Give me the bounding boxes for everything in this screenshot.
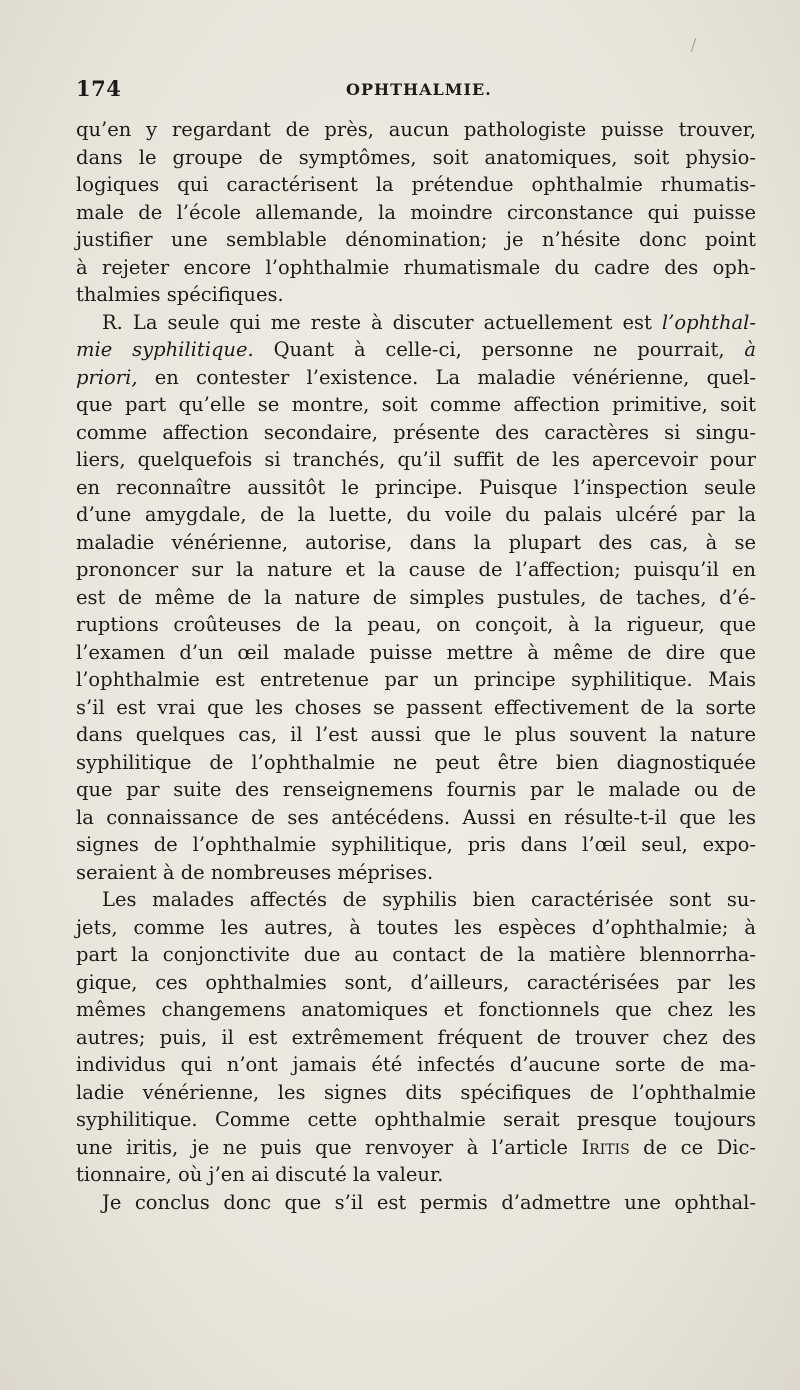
text-line — [76, 309, 756, 337]
text-line: mêmes changemens anatomiques et fonctionnels que chez les — [76, 998, 756, 1021]
text-segment: une iritis, je ne puis que renvoyer à l’article — [76, 1135, 582, 1159]
text-line: logiques qui caractérisent la prétendue ophthalmie rhumatis- — [76, 173, 756, 196]
margin-mark — [691, 38, 696, 52]
text-line: seraient à de nombreuses méprises. — [76, 860, 434, 884]
text-line: tionnaire, où j’en ai discuté la valeur. — [76, 1163, 444, 1186]
text-line: que par suite des renseignemens fournis par le malade ou de — [76, 778, 756, 801]
text-line: d’une amygdale, de la luette, du voile du palais ulcéré par la — [76, 503, 756, 526]
text-line: s’il est vrai que les choses se passent effectivement de la sorte — [76, 695, 756, 719]
text-line: Je conclus donc que s’il est permis d’admettre une ophthal- — [102, 1190, 756, 1214]
text-line: part la conjonctivite due au contact de la matière blennorrha- — [76, 943, 756, 966]
italic-segment: l’ophthal- — [661, 310, 756, 334]
text-line: individus qui n’ont jamais été infectés d’aucune sorte de ma- — [76, 1053, 756, 1076]
text-segment: de ce Dic- — [629, 1135, 756, 1159]
text-line: l’examen d’un œil malade puisse mettre à même de dire que — [76, 640, 756, 664]
text-line: la connaissance de ses antécédens. Aussi en résulte-t-il que les — [76, 805, 756, 829]
text-line: comme affection secondaire, présente des caractères si singu- — [76, 420, 756, 444]
text-line: dans quelques cas, il l’est aussi que le plus souvent la nature — [76, 723, 756, 746]
text-line: signes de l’ophthalmie syphilitique, pris dans l’œil seul, expo- — [76, 833, 756, 856]
italic-segment: à — [744, 338, 757, 361]
text-line: maladie vénérienne, autorise, dans la plupart des cas, à se — [76, 530, 756, 554]
text-line — [76, 336, 756, 364]
text-line: autres; puis, il est extrêmement fréquent de trouver chez des — [76, 1025, 756, 1049]
text-line: Les malades affectés de syphilis bien caractérisée sont su- — [102, 888, 756, 911]
text-line: justifier une semblable dénomination; je n’hésite donc point — [76, 228, 756, 251]
text-line: est de même de la nature de simples pustules, de taches, d’é- — [76, 585, 756, 609]
text-line: jets, comme les autres, à toutes les espèces d’ophthalmie; à — [76, 915, 756, 939]
text-line: ladie vénérienne, les signes dits spécifiques de l’ophthalmie — [76, 1080, 756, 1104]
text-line: en reconnaître aussitôt le principe. Puisque l’inspection seule — [76, 475, 756, 499]
text-line: syphilitique de l’ophthalmie ne peut être bien diagnostiquée — [76, 750, 756, 774]
italic-segment: mie syphilitique. — [76, 338, 254, 361]
text-line: ruptions croûteuses de la peau, on conçoit, à la rigueur, que — [76, 613, 756, 636]
text-line: que part qu’elle se montre, soit comme affection primitive, soit — [76, 393, 756, 416]
small-caps-segment: Iritis — [581, 1135, 630, 1159]
text-line: dans le groupe de symptômes, soit anatomiques, soit physio- — [76, 145, 756, 169]
text-line: prononcer sur la nature et la cause de l’affection; puisqu’il en — [76, 558, 756, 581]
text-line: thalmies spécifiques. — [76, 283, 284, 306]
text-line: l’ophthalmie est entretenue par un principe syphilitique. Mais — [76, 668, 756, 691]
text-line: liers, quelquefois si tranchés, qu’il suffit de les apercevoir pour — [76, 448, 756, 471]
text-line: qu’en y regardant de près, aucun pathologiste puisse trouver, — [76, 118, 756, 141]
text-segment: Quant à celle-ci, personne ne pourrait, — [253, 338, 745, 361]
text-line: gique, ces ophthalmies sont, d’ailleurs, caractérisées par les — [76, 970, 756, 994]
italic-segment: priori, — [76, 365, 138, 389]
text-line: syphilitique. Comme cette ophthalmie serait presque toujours — [76, 1108, 756, 1131]
body-text — [76, 116, 756, 1216]
page-number: 174 — [76, 76, 122, 101]
text-segment: en contester l’existence. La maladie vénérienne, quel- — [137, 365, 756, 389]
running-title: OPHTHALMIE. — [346, 80, 492, 99]
text-line: à rejeter encore l’ophthalmie rhumatismale du cadre des oph- — [76, 255, 756, 279]
page-header — [76, 76, 752, 106]
text-line — [76, 364, 756, 392]
text-line: male de l’école allemande, la moindre circonstance qui puisse — [76, 200, 756, 224]
text-line — [76, 1134, 756, 1162]
text-segment: R. La seule qui me reste à discuter actuellement est — [102, 310, 662, 334]
